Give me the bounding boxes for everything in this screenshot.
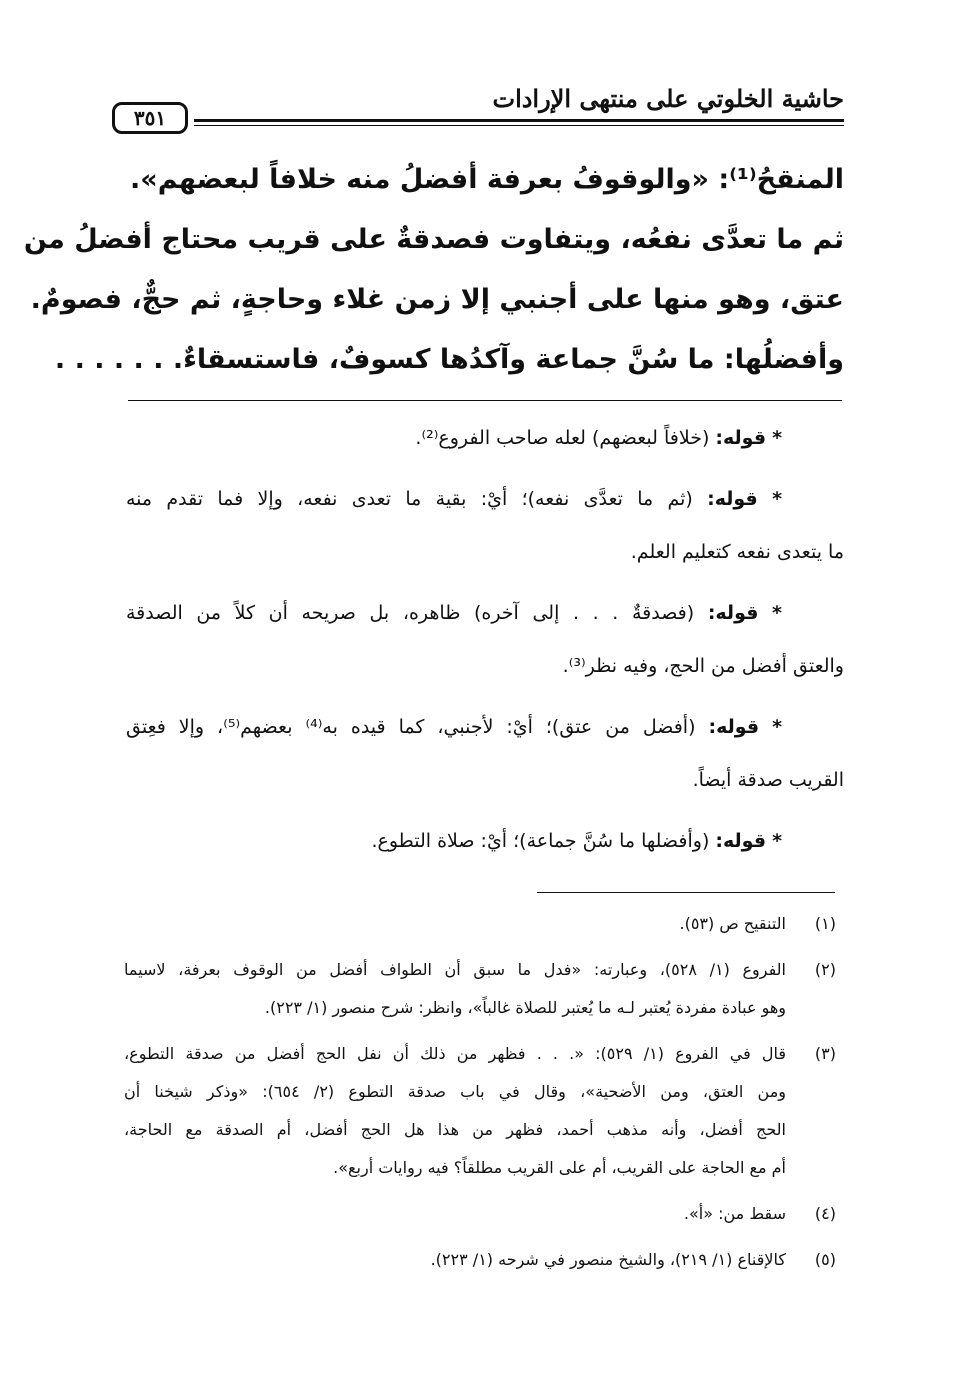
commentary-label: قوله: bbox=[715, 830, 767, 852]
commentary-continuation: القريب صدقة أيضاً. bbox=[692, 769, 844, 791]
page-number: ٣٥١ bbox=[112, 102, 188, 134]
header-rule-thin bbox=[194, 125, 844, 126]
footnote-divider bbox=[537, 892, 835, 893]
footnote bbox=[124, 1035, 836, 1187]
running-header bbox=[112, 74, 844, 134]
footnote-text: الفروع (١/ ٥٢٨)، وعبارته: «فدل ما سبق أن الطواف أفضل من الوقوف بعرفة، لاسيما bbox=[124, 960, 786, 979]
commentary bbox=[126, 412, 844, 868]
footnote bbox=[124, 951, 836, 1027]
footnote-text: أم مع الحاجة على القريب، أم على القريب مطلقاً؟ فيه روايات أربع». bbox=[333, 1158, 786, 1177]
commentary-entry bbox=[126, 473, 844, 526]
commentary-text: (وأفضلها ما سُنَّ جماعة)؛ أيْ: صلاة التطوع. bbox=[371, 830, 710, 852]
header-rule bbox=[194, 119, 844, 122]
main-text-line: ثم ما تعدَّى نفعُه، ويتفاوت فصدقةٌ على قريب محتاج أفضلُ من bbox=[23, 224, 844, 255]
main-text-line: وأفضلُها: ما سُنَّ جماعة وآكدُها كسوفٌ، فاستسقاءٌ. . . . . . . bbox=[54, 344, 844, 375]
commentary-text: (أفضل من عتق)؛ أيْ: لأجنبي، كما قيده به⁽⁴⁾ بعضهم⁽⁵⁾، وإلا فعِتق bbox=[126, 716, 696, 738]
footnote-text: التنقيح ص (٥٣). bbox=[679, 914, 786, 933]
star-marker: * bbox=[772, 602, 782, 624]
star-marker: * bbox=[772, 830, 782, 852]
main-text-divider bbox=[128, 400, 842, 401]
footnote-number: (٣) bbox=[814, 1044, 836, 1063]
commentary-label: قوله: bbox=[707, 602, 759, 624]
commentary-continuation: والعتق أفضل من الحج، وفيه نظر⁽³⁾. bbox=[562, 655, 844, 677]
footnote-number: (٢) bbox=[814, 960, 836, 979]
star-marker: * bbox=[772, 716, 783, 738]
main-text bbox=[23, 150, 844, 390]
commentary-label: قوله: bbox=[708, 716, 760, 738]
commentary-text: (خلافاً لبعضهم) لعله صاحب الفروع⁽²⁾. bbox=[415, 427, 710, 449]
footnote bbox=[124, 905, 836, 943]
star-marker: * bbox=[772, 427, 782, 449]
footnote-text: الحج أفضل، وأنه مذهب أحمد، فظهر من هذا هل الحج أفضل، أم الصدقة مع الحاجة، bbox=[124, 1120, 786, 1139]
footnote-text: ومن العتق، ومن الأضحية»، وقال في باب صدقة التطوع (٢/ ٦٥٤): «وذكر شيخنا أن bbox=[124, 1082, 787, 1101]
footnote bbox=[124, 1241, 836, 1279]
commentary-text: (ثم ما تعدَّى نفعه)؛ أيْ: بقية ما تعدى نفعه، وإلا فما تقدم منه bbox=[126, 488, 693, 510]
footnote-text: كالإقناع (١/ ٢١٩)، والشيخ منصور في شرحه (١/ ٢٢٣). bbox=[430, 1250, 786, 1269]
commentary-text: (فصدقةٌ . . . إلى آخره) ظاهره، بل صريحه أن كلاً من الصدقة bbox=[126, 602, 695, 624]
footnote-text: سقط من: «أ». bbox=[683, 1204, 786, 1223]
main-text-line: عتق، وهو منها على أجنبي إلا زمن غلاء وحاجةٍ، ثم حجٌّ، فصومٌ. bbox=[30, 284, 844, 315]
header-title: حاشية الخلوتي على منتهى الإرادات bbox=[492, 84, 844, 113]
main-text-line: المنقحُ⁽¹⁾: «والوقوفُ بعرفة أفضلُ منه خلافاً لبعضهم». bbox=[130, 164, 844, 195]
footnote-text: وهو عبادة مفردة يُعتبر لـه ما يُعتبر للصلاة غالباً»، وانظر: شرح منصور (١/ ٢٢٣). bbox=[264, 998, 786, 1017]
commentary-entry bbox=[126, 587, 844, 640]
star-marker: * bbox=[772, 488, 782, 510]
footnote-number: (٥) bbox=[814, 1250, 836, 1269]
commentary-entry bbox=[126, 701, 844, 754]
footnote bbox=[124, 1195, 836, 1233]
footnote-text: قال في الفروع (١/ ٥٢٩): «. . . فظهر من ذلك أن نفل الحج أفضل من صدقة التطوع، bbox=[124, 1044, 787, 1063]
footnotes bbox=[124, 905, 836, 1287]
footnote-number: (١) bbox=[814, 914, 836, 933]
commentary-entry bbox=[126, 815, 844, 868]
commentary-label: قوله: bbox=[707, 488, 758, 510]
commentary-entry bbox=[126, 412, 844, 465]
commentary-label: قوله: bbox=[715, 427, 767, 449]
commentary-continuation: ما يتعدى نفعه كتعليم العلم. bbox=[630, 541, 844, 563]
footnote-number: (٤) bbox=[814, 1204, 836, 1223]
